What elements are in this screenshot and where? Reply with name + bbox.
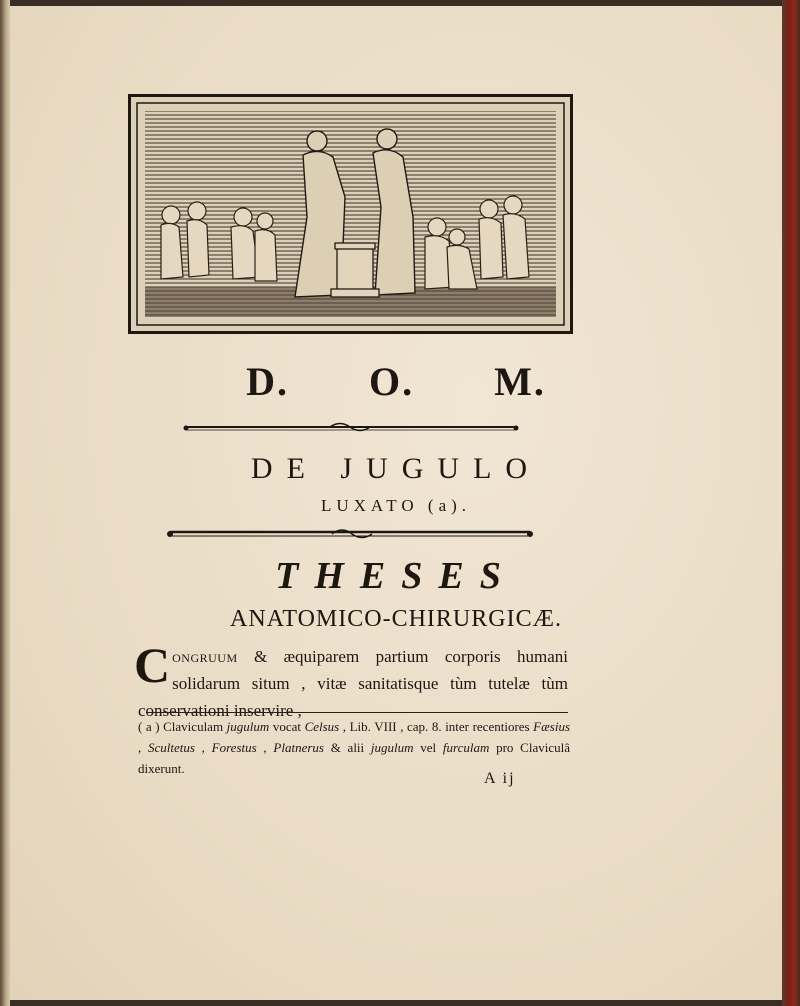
footnote-italic: furculam [442, 740, 490, 755]
title-de-jugulo: DE JUGULO [250, 452, 542, 485]
drop-cap: C [134, 637, 171, 693]
opening-smallcaps: ongruum [172, 647, 238, 666]
footnote-rule [146, 712, 568, 713]
book-spine [0, 0, 10, 1006]
footnote-text: pro Claviculâ dixerunt. [138, 740, 570, 776]
footnote-text: vocat [269, 719, 305, 734]
book-page [10, 6, 782, 1000]
theses-heading: THESES [275, 555, 517, 597]
footnote-text: ( a ) Claviculam [138, 719, 227, 734]
dom-letter-m: M. [494, 359, 546, 404]
ornamental-rule-top [10, 420, 782, 434]
footnote-text: & alii [323, 740, 371, 755]
ornamental-rule-bottom [10, 526, 782, 540]
footnote-italic: Celsus [304, 719, 340, 734]
book-edge [782, 0, 800, 1006]
engraved-vignette [128, 94, 573, 334]
footnote-text: vel [413, 740, 443, 755]
footnote-italic: Fæsius , Scultetus , Forestus , Platnerus [138, 719, 571, 755]
paragraph-text: & æquiparem partium corporis humani solidarum situm , vitæ sanitatisque tùm tutelæ tùm conservationi inservire , [138, 647, 568, 720]
signature-mark: A ij [484, 770, 516, 787]
dom-dedication [10, 358, 782, 405]
footnote-text: , Lib. VIII , cap. 8. inter recentiores [339, 719, 534, 734]
dom-letter-d: D. [246, 359, 289, 404]
title-luxato: LUXATO (a). [320, 496, 472, 515]
dom-letter-o: O. [369, 359, 415, 404]
vignette-illustration [131, 97, 570, 331]
footnote-italic: jugulum [226, 719, 270, 734]
footnote-italic: jugulum [370, 740, 414, 755]
subtitle-anatomico-chirurgicae: ANATOMICO-CHIRURGICÆ. [230, 606, 562, 632]
